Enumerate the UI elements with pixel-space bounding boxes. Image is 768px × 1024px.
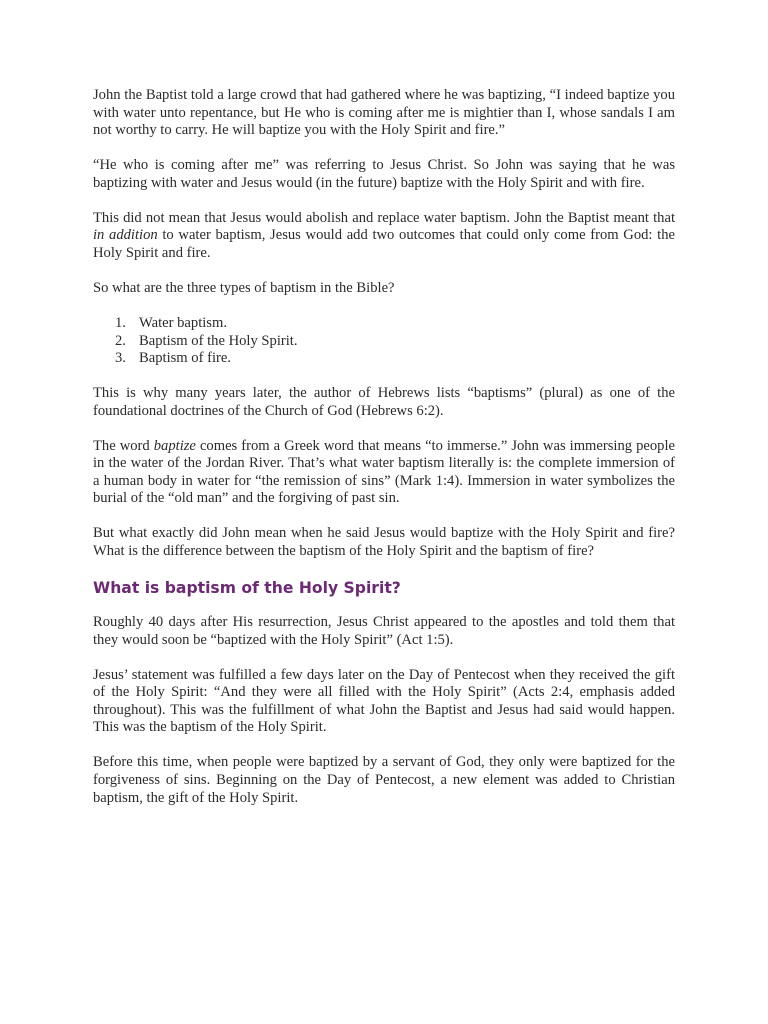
section-heading: What is baptism of the Holy Spirit? [93,579,401,597]
paragraph-forty-days: Roughly 40 days after His resurrection, Jesus Christ appeared to the apostles and told them that they would soon be “baptized with the Holy Spirit” (Act 1:5). [93,614,675,648]
list-item-number: 3. [115,350,126,367]
paragraph-three-types-question: So what are the three types of baptism in the Bible? [93,279,395,296]
paragraph-coming-after-me: “He who is coming after me” was referring to Jesus Christ. So John was saying that he was baptizing with water and Jesus would (in the future) baptize with the Holy Spirit and with fire. [93,157,675,191]
list-item [115,332,675,351]
paragraph-word-baptize [93,438,675,508]
paragraph-pentecost: Jesus’ statement was fulfilled a few days later on the Day of Pentecost when they received the gift of the Holy Spirit: “And they were all filled with the Holy Spirit” (Acts 2:4, emphasis added throughout). This was the fulfillment of what John the Baptist and Jesus had said would happen. This was the baptism of the Holy Spirit. [93,666,675,736]
paragraph-new-element: Before this time, when people were baptized by a servant of God, they only were baptized for the forgiveness of sins. Beginning on the Day of Pentecost, a new element was added to Christian baptism, the gift of the Holy Spirit. [93,754,675,806]
paragraph-in-addition-end: to water baptism, Jesus would add two outcomes that could only come from God: the Holy Spirit and fire. [93,227,675,261]
emphasis-in-addition: in addition [93,227,158,244]
list-item-text: Baptism of the Holy Spirit. [139,332,298,349]
paragraph-word-baptize-end: comes from a Greek word that means “to immerse.” John was immersing people in the water of the Jordan River. That’s what water baptism literally is: the complete immersion of a human body in water for “the remission of sins” (Mark 1:4). Immersion in water symbolizes the burial of the “old man” and the forgiving of past sin. [93,437,675,507]
emphasis-baptize: baptize [153,437,196,454]
list-item-text: Water baptism. [139,314,227,331]
paragraph-john-crowd: John the Baptist told a large crowd that had gathered where he was baptizing, “I indeed baptize you with water unto repentance, but He who is coming after me is mightier than I, whose sandals I am not worthy to carry. He will baptize you with the Holy Spirit and fire.” [93,87,675,139]
list-item-text: Baptism of fire. [139,350,232,367]
list-item-number: 1. [115,314,126,331]
list-item-number: 2. [115,332,126,349]
list-item [115,314,675,333]
baptism-types-list [93,315,675,368]
paragraph-in-addition-start: This did not mean that Jesus would abolish and replace water baptism. John the Baptist meant that [93,209,675,226]
paragraph-word-baptize-start: The word [93,437,154,454]
document-page [93,87,675,825]
list-item [115,350,675,368]
paragraph-hebrews: This is why many years later, the author of Hebrews lists “baptisms” (plural) as one of the foundational doctrines of the Church of God (Hebrews 6:2). [93,385,675,419]
paragraph-holy-spirit-and-fire: But what exactly did John mean when he said Jesus would baptize with the Holy Spirit and fire? What is the difference between the baptism of the Holy Spirit and the baptism of fire? [93,525,675,560]
paragraph-in-addition [93,210,675,263]
